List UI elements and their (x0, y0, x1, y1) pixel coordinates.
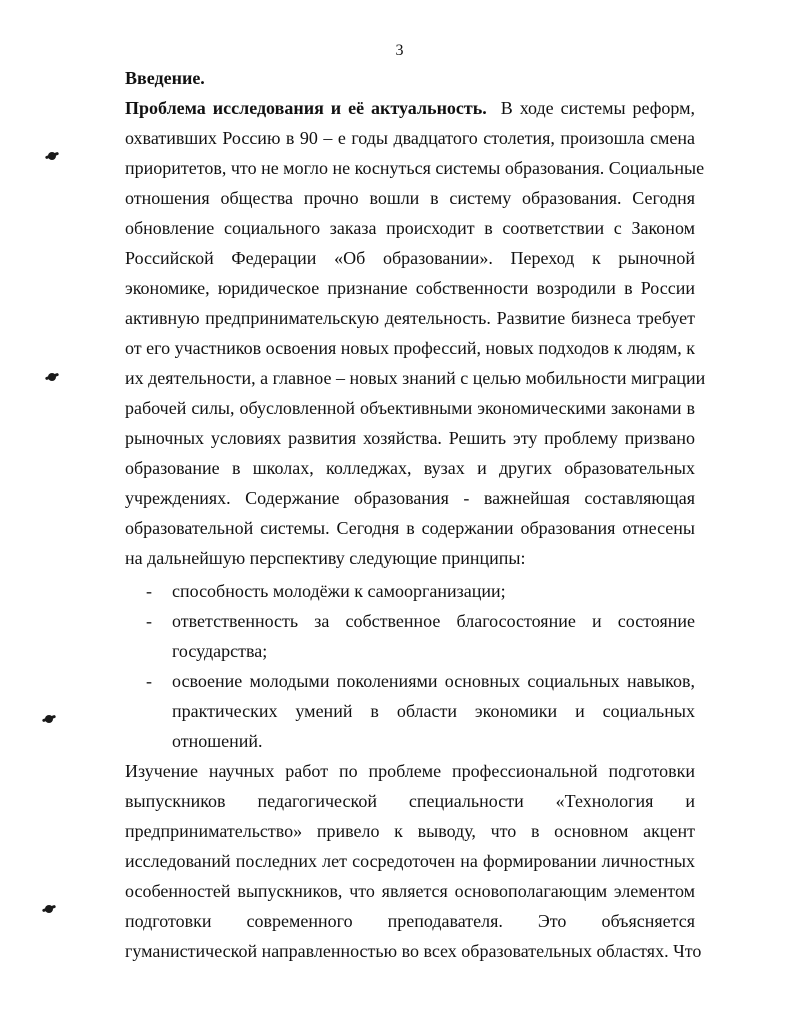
text-line: подготовки современного преподавателя. Это объясняется (125, 911, 695, 931)
text-line: Изучение научных работ по проблеме профессиональной подготовки (125, 761, 695, 781)
text-line: выпускников педагогической специальности «Технология и (125, 791, 695, 811)
text-line-content: В ходе системы реформ, (500, 98, 696, 118)
list-dash: - (146, 581, 152, 601)
text-line: экономике, юридическое признание собственности возродили в России (125, 278, 695, 298)
text-line: государства; (172, 641, 268, 661)
text-line: приоритетов, что не могло не коснуться системы образования. Социальные (125, 158, 705, 178)
section-heading: Введение. (125, 68, 205, 88)
text-line: обновление социального заказа происходит в соответствии с Законом (125, 218, 695, 238)
page-number: 3 (395, 42, 404, 59)
binding-mark-icon (48, 152, 56, 160)
text-line: образование в школах, колледжах, вузах и других образовательных (125, 458, 695, 478)
text-line: Российской Федерации «Об образовании». Переход к рыночной (125, 248, 695, 268)
principles-list (146, 576, 695, 756)
text-line: исследований последних лет сосредоточен на формировании личностных (125, 851, 695, 871)
text-line: активную предпринимательскую деятельность. Развитие бизнеса требует (125, 308, 695, 328)
text-line: предпринимательство» привело к выводу, что в основном акцент (125, 821, 695, 841)
text-line: на дальнейшую перспективу следующие принципы: (125, 548, 526, 568)
text-line: от его участников освоения новых профессий, новых подходов к людям, к (125, 338, 695, 358)
list-dash: - (146, 671, 152, 691)
text-line: учреждениях. Содержание образования - важнейшая составляющая (125, 488, 695, 508)
list-dash: - (146, 611, 152, 631)
text-line: ответственность за собственное благосостояние и состояние (172, 611, 695, 631)
text-line: их деятельности, а главное – новых знаний с целью мобильности миграции (125, 368, 706, 388)
text-line: способность молодёжи к самоорганизации; (172, 581, 506, 601)
list-item (146, 666, 695, 756)
binding-mark-icon (48, 373, 56, 381)
text-line: охвативших Россию в 90 – е годы двадцатого столетия, произошла смена (125, 128, 695, 148)
text-line (125, 93, 695, 123)
text-line: особенностей выпускников, что является основополагающим элементом (125, 881, 695, 901)
text-line: образовательной системы. Сегодня в содержании образования отнесены (125, 518, 695, 538)
text-line: освоение молодыми поколениями основных социальных навыков, (172, 671, 695, 691)
paragraph-research (125, 756, 702, 966)
text-line: рабочей силы, обусловленной объективными экономическими законами в (125, 398, 695, 418)
list-item (146, 576, 695, 606)
binding-mark-icon (45, 905, 53, 913)
text-line: отношения общества прочно вошли в систему образования. Сегодня (125, 188, 695, 208)
paragraph-intro (125, 93, 706, 573)
text-line: рыночных условиях развития хозяйства. Решить эту проблему призвано (125, 428, 695, 448)
text-line: практических умений в области экономики и социальных (172, 701, 695, 721)
binding-mark-icon (45, 715, 53, 723)
text-line: гуманистической направленностью во всех образовательных областях. Что (125, 941, 702, 961)
list-item (146, 606, 695, 666)
lead-phrase: Проблема исследования и её актуальность. (125, 98, 487, 118)
text-line: отношений. (172, 731, 263, 751)
